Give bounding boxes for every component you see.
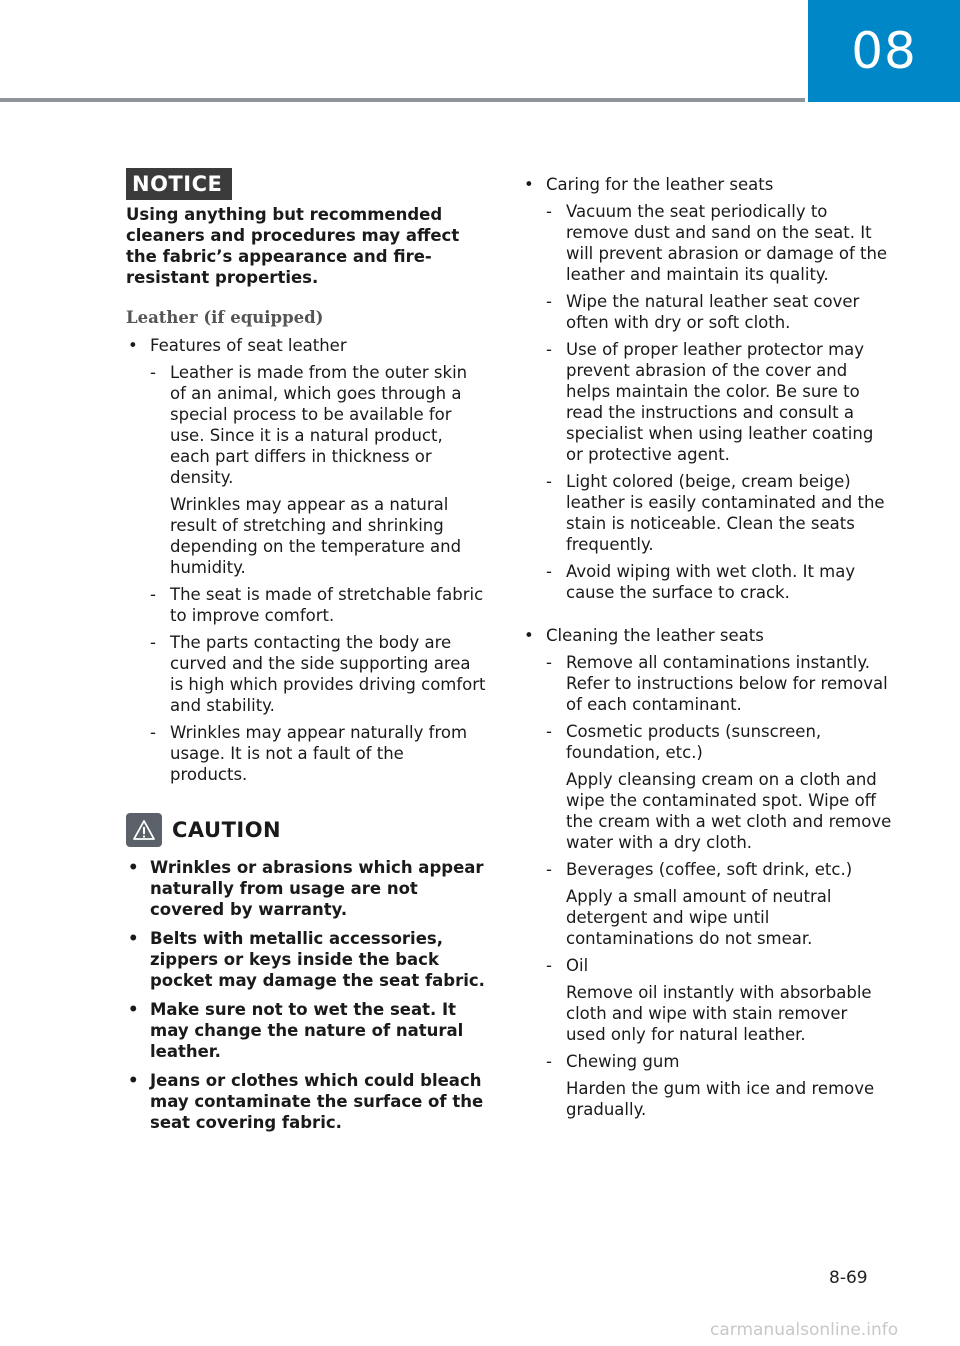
chapter-tab: 08	[808, 0, 960, 102]
dash-icon: -	[546, 722, 552, 741]
list-item-text: Cosmetic products (sunscreen, foundation, etc.)	[566, 722, 822, 762]
dash-icon: -	[546, 956, 552, 975]
list-item-text: Oil	[566, 956, 589, 975]
dash-icon: -	[546, 292, 552, 311]
bullet-icon: •	[128, 1000, 139, 1019]
list-item-text: Wipe the natural leather seat cover often with dry or soft cloth.	[566, 292, 860, 332]
list-item	[546, 652, 892, 715]
bullet-icon: •	[128, 1071, 139, 1090]
list-item	[150, 722, 486, 785]
dash-icon: -	[150, 633, 156, 652]
right-column	[522, 174, 892, 1128]
list-item-text: Belts with metallic accessories, zippers or keys inside the back pocket may damage the seat fabric.	[150, 929, 485, 990]
caution-title: CAUTION	[172, 818, 282, 842]
features-title: Features of seat leather	[150, 336, 347, 355]
caring-list	[522, 174, 892, 1120]
list-item-text: Chewing gum	[566, 1052, 680, 1071]
list-item-text: Beverages (coffee, soft drink, etc.)	[566, 860, 853, 879]
bullet-icon: •	[128, 858, 139, 877]
list-item-note: Harden the gum with ice and remove gradually.	[566, 1079, 875, 1119]
list-item	[522, 174, 892, 603]
dash-icon: -	[546, 472, 552, 491]
list-item	[150, 632, 486, 716]
notice-text: Using anything but recommended cleaners and procedures may affect the fabric’s appearance and fire-resistant properties.	[126, 205, 460, 287]
list-item-text: The parts contacting the body are curved and the side supporting area is high which provides driving comfort and stability.	[170, 633, 486, 715]
list-item-note: Apply cleansing cream on a cloth and wipe the contaminated spot. Wipe off the cream with a wet cloth and remove water with a dry cloth.	[566, 770, 892, 852]
list-item-text: Jeans or clothes which could bleach may contaminate the surface of the seat covering fabric.	[150, 1071, 484, 1132]
dash-icon: -	[150, 723, 156, 742]
list-item	[126, 857, 486, 920]
list-item	[546, 201, 892, 285]
list-item-text: Wrinkles may appear naturally from usage. It is not a fault of the products.	[170, 723, 468, 784]
list-item	[546, 859, 892, 949]
list-item-text: Light colored (beige, cream beige) leather is easily contaminated and the stain is noticeable. Clean the seats frequently.	[566, 472, 885, 554]
bullet-icon: •	[128, 929, 139, 948]
notice-badge: NOTICE	[126, 168, 232, 200]
features-sublist	[150, 362, 486, 785]
left-column	[126, 168, 486, 1141]
list-item	[546, 1051, 892, 1120]
caring-title: Caring for the leather seats	[546, 175, 774, 194]
dash-icon: -	[546, 340, 552, 359]
list-item	[546, 561, 892, 603]
caution-list	[126, 857, 486, 1133]
list-item	[546, 955, 892, 1045]
list-item-text: Leather is made from the outer skin of an animal, which goes through a special process to be available for use. Since it is a natural product, each part differs in thickness or density.	[170, 363, 468, 487]
list-item-text: Use of proper leather protector may prevent abrasion of the cover and helps maintain the color. Be sure to read the instructions and consult a specialist when using leather coating or protective agent.	[566, 340, 874, 464]
cleaning-title: Cleaning the leather seats	[546, 626, 764, 645]
list-item	[546, 339, 892, 465]
list-item	[126, 999, 486, 1062]
list-item	[546, 471, 892, 555]
list-item	[150, 362, 486, 578]
dash-icon: -	[546, 562, 552, 581]
list-item-text: The seat is made of stretchable fabric to improve comfort.	[170, 585, 484, 625]
dash-icon: -	[546, 202, 552, 221]
list-item-note: Remove oil instantly with absorbable cloth and wipe with stain remover used only for natural leather.	[566, 983, 872, 1044]
dash-icon: -	[150, 585, 156, 604]
list-item-text: Remove all contaminations instantly. Refer to instructions below for removal of each contaminant.	[566, 653, 888, 714]
bullet-icon: •	[524, 175, 534, 194]
list-item	[126, 1070, 486, 1133]
dash-icon: -	[546, 653, 552, 672]
watermark: carmanualsonline.info	[710, 1320, 899, 1340]
list-item-text: Avoid wiping with wet cloth. It may cause the surface to crack.	[566, 562, 856, 602]
cleaning-sublist	[546, 652, 892, 1120]
dash-icon: -	[546, 1052, 552, 1071]
caring-sublist	[546, 201, 892, 603]
warning-triangle-icon	[126, 813, 162, 847]
list-item	[546, 721, 892, 853]
bullet-icon: •	[128, 336, 138, 355]
list-item	[546, 291, 892, 333]
list-item	[150, 584, 486, 626]
list-item-text: Wrinkles or abrasions which appear naturally from usage are not covered by warranty.	[150, 858, 484, 919]
list-item-note: Apply a small amount of neutral detergent and wipe until contaminations do not smear.	[566, 887, 832, 948]
section-heading-leather: Leather (if equipped)	[126, 308, 324, 327]
caution-header	[126, 813, 486, 847]
list-item-note: Wrinkles may appear as a natural result of stretching and shrinking depending on the temperature and humidity.	[170, 495, 462, 577]
page-number: 8-69	[829, 1268, 868, 1288]
list-item	[522, 625, 892, 1120]
header-rule	[0, 98, 805, 102]
bullet-icon: •	[524, 626, 534, 645]
list-item-text: Vacuum the seat periodically to remove dust and sand on the seat. It will prevent abrasion or damage of the leather and maintain its quality.	[566, 202, 888, 284]
dash-icon: -	[546, 860, 552, 879]
list-item	[126, 335, 486, 785]
list-item	[126, 928, 486, 991]
list-item-text: Make sure not to wet the seat. It may change the nature of natural leather.	[150, 1000, 464, 1061]
features-list	[126, 335, 486, 785]
dash-icon: -	[150, 363, 156, 382]
